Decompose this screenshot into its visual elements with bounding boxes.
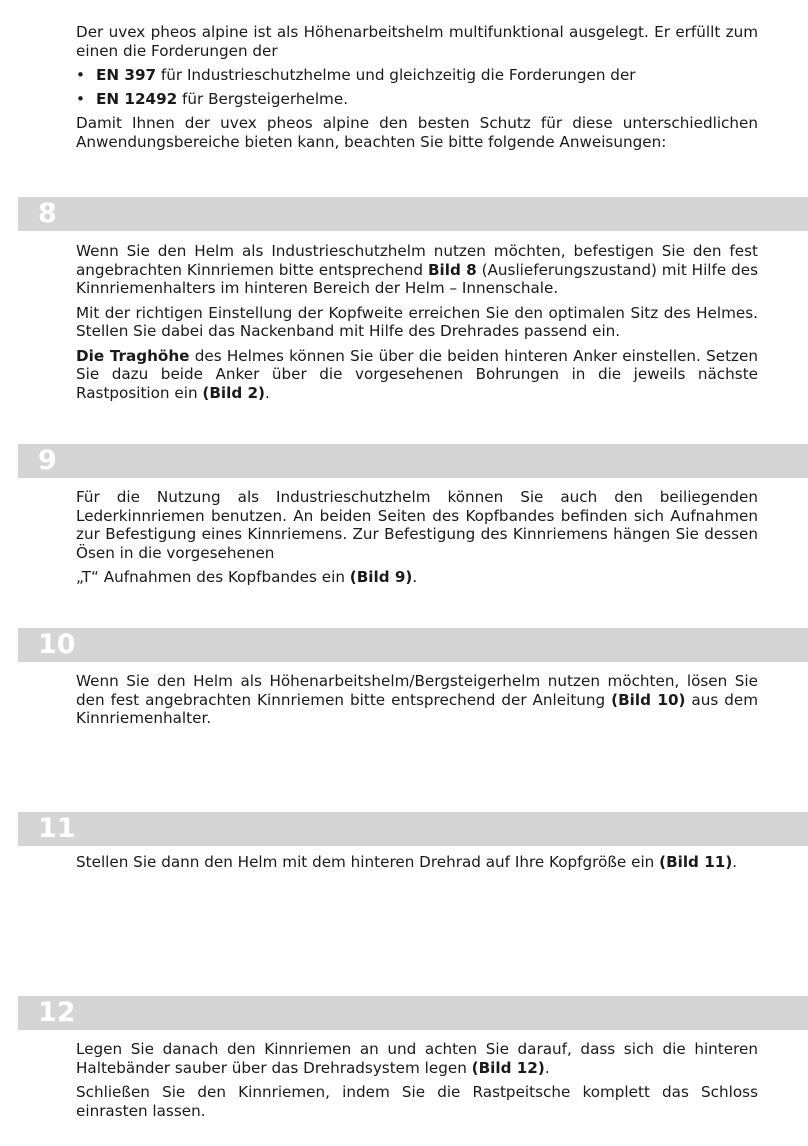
standard-text: für Industrieschutzhelme und gleichzeitig die Forderungen der	[156, 66, 636, 84]
standards-list	[76, 66, 758, 108]
paragraph: Wenn Sie den Helm als Industrieschutzhelm nutzen möchten, befestigen Sie den fest angebrachten Kinnriemen bitte entsprechend Bild 8 (Auslieferungszustand) mit Hilfe des Kinnriemenhalters im hinteren Bereich der Helm – Innenschale.	[76, 242, 758, 297]
section-header-8	[18, 197, 808, 231]
paragraph: Die Traghöhe des Helmes können Sie über die beiden hinteren Anker einstellen. Setzen Sie dazu beide Anker über die vorgesehenen Bohrungen in die jeweils nächste Rastposition ein (Bild 2).	[76, 346, 758, 402]
intro-paragraph: Der uvex pheos alpine ist als Höhenarbeitshelm multifunktional ausgelegt. Er erfüllt zum einen die Forderungen der	[76, 23, 758, 60]
paragraph: Schließen Sie den Kinnriemen, indem Sie die Rastpeitsche komplett das Schloss einrasten lassen.	[76, 1083, 758, 1120]
section-12-body	[76, 1040, 758, 1126]
section-header-11	[18, 812, 808, 846]
paragraph: Mit der richtigen Einstellung der Kopfweite erreichen Sie den optimalen Sitz des Helmes. Stellen Sie dabei das Nackenband mit Hilfe des Drehrades passend ein.	[76, 303, 758, 340]
section-number: 9	[38, 445, 57, 476]
section-9-body	[76, 488, 758, 593]
section-number: 12	[38, 997, 76, 1028]
section-number: 8	[38, 198, 57, 229]
intro-paragraph: Damit Ihnen der uvex pheos alpine den besten Schutz für diese unterschiedlichen Anwendungsbereiche bieten kann, beachten Sie bitte folgende Anweisungen:	[76, 114, 758, 151]
paragraph: Legen Sie danach den Kinnriemen an und achten Sie darauf, dass sich die hinteren Haltebänder sauber über das Drehradsystem legen (Bild 12).	[76, 1040, 758, 1077]
section-header-12	[18, 996, 808, 1030]
section-11-body	[76, 853, 758, 878]
section-10-body	[76, 672, 758, 734]
standard-code: EN 12492	[96, 89, 178, 108]
standard-code: EN 397	[96, 66, 157, 84]
paragraph: „T“ Aufnahmen des Kopfbandes ein (Bild 9).	[76, 568, 418, 586]
section-header-10	[18, 628, 808, 662]
section-header-9	[18, 444, 808, 478]
section-8-body	[76, 242, 758, 408]
list-item	[76, 90, 758, 109]
paragraph: Für die Nutzung als Industrieschutzhelm können Sie auch den beiliegenden Lederkinnriemen benutzen. An beiden Seiten des Kopfbandes befinden sich Aufnahmen zur Befestigung eines Kinnriemens. Zur Befestigung des Kinnriemens hängen Sie dessen Ösen in die vorgesehenen	[76, 488, 758, 562]
intro	[76, 23, 758, 157]
list-item	[76, 66, 758, 85]
paragraph: Stellen Sie dann den Helm mit dem hinteren Drehrad auf Ihre Kopfgröße ein (Bild 11).	[76, 853, 738, 871]
section-number: 10	[38, 629, 76, 660]
standard-text: für Bergsteigerhelme.	[177, 89, 349, 108]
section-number: 11	[38, 813, 76, 844]
paragraph: Wenn Sie den Helm als Höhenarbeitshelm/Bergsteigerhelm nutzen möchten, lösen Sie den fest angebrachten Kinnriemen bitte entsprechend der Anleitung (Bild 10) aus dem Kinnriemenhalter.	[76, 672, 758, 727]
